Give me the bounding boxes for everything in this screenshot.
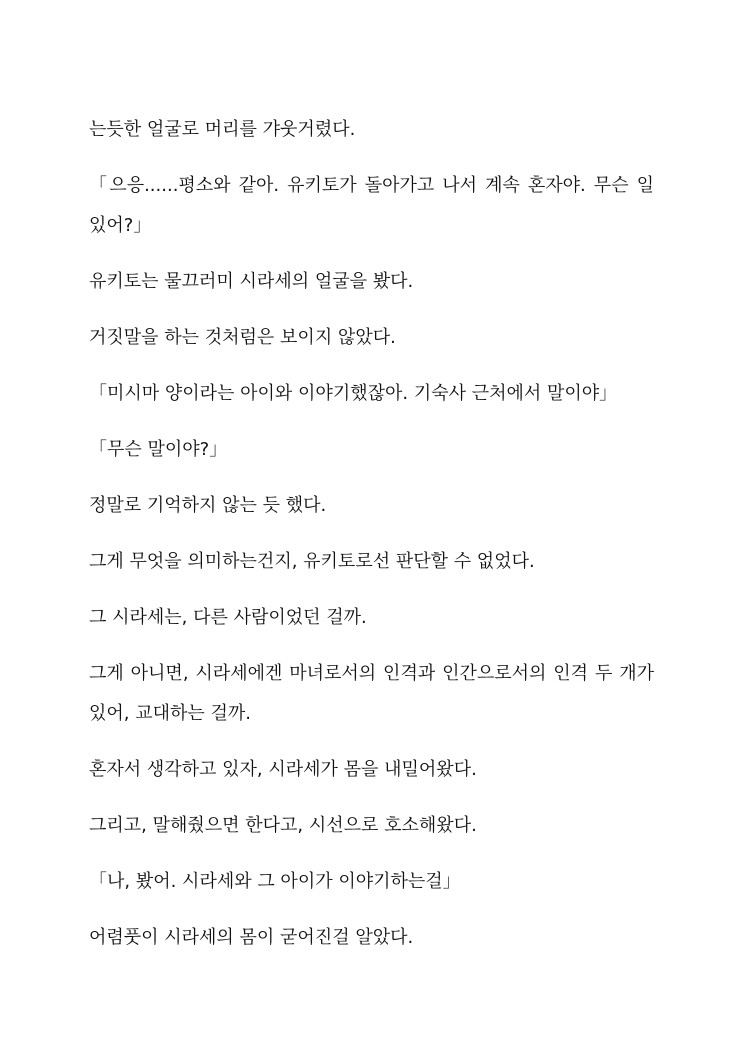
paragraph: 「으응......평소와 같아. 유키토가 돌아가고 나서 계속 혼자야. 무슨 일 있어?」	[89, 175, 654, 236]
paragraph: 어렴풋이 시라세의 몸이 굳어진걸 알았다.	[89, 927, 414, 948]
paragraph: 유키토는 물끄러미 시라세의 얼굴을 봤다.	[89, 271, 414, 292]
paragraph: 그게 무엇을 의미하는건지, 유키토로선 판단할 수 없었다.	[89, 551, 535, 572]
document-body	[89, 110, 654, 974]
paragraph: 정말로 기억하지 않는 듯 했다.	[89, 495, 327, 516]
paragraph: 거짓말을 하는 것처럼은 보이지 않았다.	[89, 327, 396, 348]
paragraph: 는듯한 얼굴로 머리를 갸웃거렸다.	[89, 119, 356, 140]
paragraph: 「무슨 말이야?」	[89, 439, 228, 460]
paragraph: 「미시마 양이라는 아이와 이야기했잖아. 기숙사 근처에서 말이야」	[89, 383, 618, 404]
paragraph: 그 시라세는, 다른 사람이었던 걸까.	[89, 607, 367, 628]
paragraph: 그게 아니면, 시라세에겐 마녀로서의 인격과 인간으로서의 인격 두 개가 있어, 교대하는 걸까.	[89, 663, 654, 724]
paragraph: 「나, 봤어. 시라세와 그 아이가 이야기하는걸」	[89, 871, 461, 892]
paragraph: 그리고, 말해줬으면 한다고, 시선으로 호소해왔다.	[89, 815, 477, 836]
paragraph: 혼자서 생각하고 있자, 시라세가 몸을 내밀어왔다.	[89, 759, 477, 780]
